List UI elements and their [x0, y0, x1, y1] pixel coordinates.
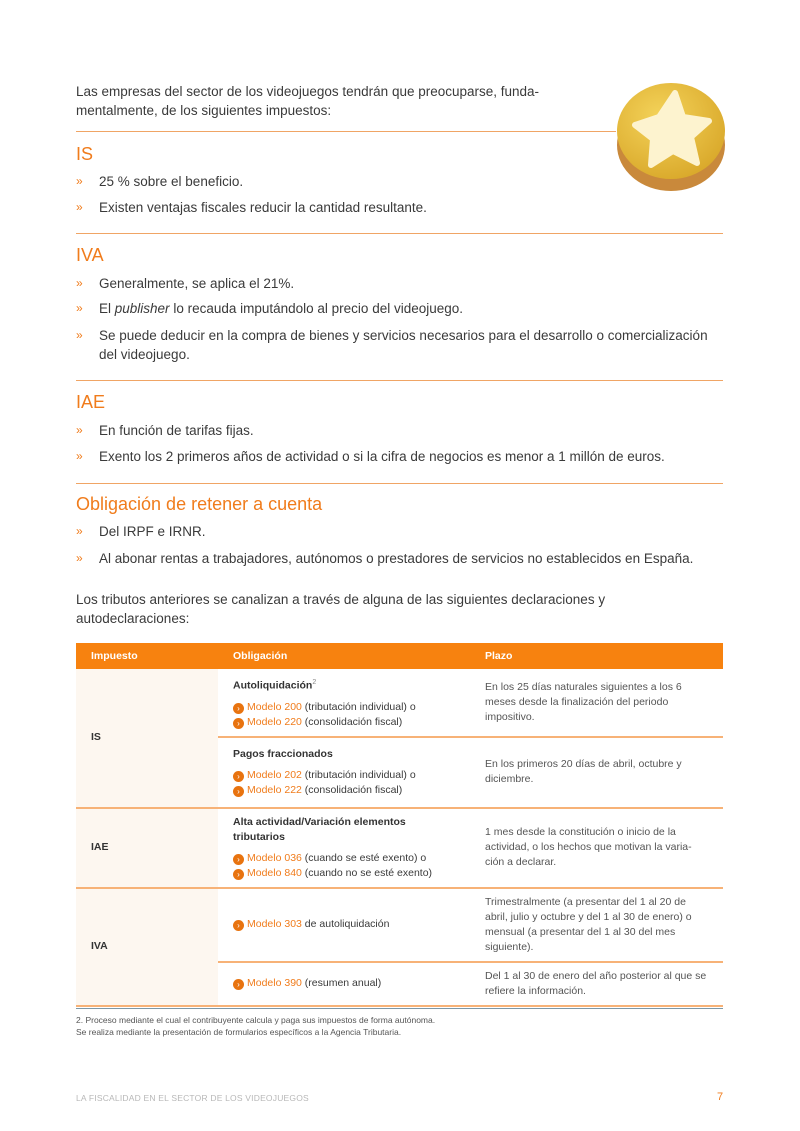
list-item	[76, 326, 726, 364]
model-link[interactable]: Modelo 303	[247, 918, 302, 930]
cell-impuesto: IAE	[76, 808, 218, 888]
item-text: 25 % sobre el beneficio.	[99, 174, 244, 189]
model-desc: (consolidación fiscal)	[301, 715, 403, 728]
divider	[76, 131, 616, 132]
footnote-divider	[76, 1008, 723, 1009]
cell-impuesto: IS	[76, 669, 218, 808]
bullet-icon: »	[76, 328, 83, 342]
item-text: Generalmente, se aplica el 21%.	[99, 276, 295, 291]
model-desc: (tributación individual) o	[301, 768, 416, 781]
section-title-retencion: Obligación de retener a cuenta	[76, 494, 323, 514]
cell-obligacion	[218, 737, 470, 808]
item-text: Se puede deducir en la compra de bienes y servicios necesarios para el desarrollo o comercialización del videojuego.	[99, 328, 708, 362]
cell-obligacion	[218, 888, 470, 962]
bullet-icon: »	[76, 301, 83, 315]
chevron-right-icon: ›	[233, 979, 244, 990]
list-item	[76, 522, 726, 541]
cell-plazo: 1 mes desde la constitución o inicio de la actividad, o los hechos que motivan la varia-ción a declarar.	[470, 808, 723, 888]
model-link[interactable]: Modelo 390	[247, 977, 302, 989]
header-plazo: Plazo	[470, 643, 723, 669]
section-title-is: IS	[76, 144, 94, 164]
bullet-icon: »	[76, 524, 83, 538]
list-item	[76, 447, 726, 466]
cell-plazo: Del 1 al 30 de enero del año posterior al que se refiere la información.	[470, 962, 723, 1006]
chevron-right-icon: ›	[233, 786, 244, 797]
table-row	[76, 888, 723, 962]
item-text: El	[99, 301, 115, 316]
cell-impuesto: IVA	[76, 888, 218, 1006]
chevron-right-icon: ›	[233, 920, 244, 931]
model-desc: (cuando no se esté exento)	[301, 866, 433, 879]
bullet-icon: »	[76, 174, 83, 188]
cell-obligacion	[218, 808, 470, 888]
model-desc: (cuando se esté exento) o	[301, 851, 427, 864]
footnote-ref: 2	[312, 679, 317, 686]
item-emphasis: publisher	[114, 301, 170, 316]
footnote-line: Se realiza mediante la presentación de formularios específicos a la Agencia Tributaria.	[76, 1026, 402, 1037]
bullet-icon: »	[76, 423, 83, 437]
cell-plazo: En los 25 días naturales siguientes a los 6 meses desde la finalización del periodo impositivo.	[470, 669, 723, 737]
model-link[interactable]: Modelo 220	[247, 715, 302, 728]
bullet-icon: »	[76, 276, 83, 290]
model-desc: (resumen anual)	[301, 977, 382, 989]
divider	[76, 233, 723, 234]
bullet-icon: »	[76, 200, 83, 214]
list-item	[76, 172, 726, 191]
item-text: lo recauda imputándolo al precio del videojuego.	[169, 301, 464, 316]
list-item	[76, 198, 726, 217]
model-link[interactable]: Modelo 200	[247, 700, 302, 713]
list-item	[76, 274, 726, 293]
divider	[76, 380, 723, 381]
item-text: Exento los 2 primeros años de actividad o si la cifra de negocios es menor a 1 millón de euros.	[99, 449, 665, 464]
bullet-icon: »	[76, 449, 83, 463]
model-desc: (consolidación fiscal)	[301, 783, 403, 796]
model-desc: (tributación individual) o	[301, 700, 416, 713]
divider	[76, 483, 723, 484]
header-impuesto: Impuesto	[76, 643, 218, 669]
bullet-icon: »	[76, 551, 83, 565]
section-title-iae: IAE	[76, 392, 106, 412]
paragraph: Los tributos anteriores se canalizan a través de alguna de las siguientes declaraciones y autodeclaraciones:	[76, 592, 606, 626]
model-link[interactable]: Modelo 840	[247, 866, 302, 879]
model-link[interactable]: Modelo 202	[247, 768, 302, 781]
header-obligacion: Obligación	[218, 643, 470, 669]
chevron-right-icon: ›	[233, 771, 244, 782]
table-header-row	[76, 643, 723, 669]
list-item	[76, 421, 726, 440]
list-item	[76, 549, 726, 568]
table-row	[76, 808, 723, 888]
item-text: Del IRPF e IRNR.	[99, 524, 206, 539]
page-number: 7	[717, 1091, 724, 1103]
footnote-line: 2. Proceso mediante el cual el contribuyente calcula y paga sus impuestos de forma autónoma.	[76, 1015, 436, 1025]
cell-plazo: En los primeros 20 días de abril, octubre y diciembre.	[470, 737, 723, 808]
chevron-right-icon: ›	[233, 703, 244, 714]
table-row	[76, 669, 723, 737]
model-desc: de autoliquidación	[301, 918, 390, 930]
chevron-right-icon: ›	[233, 718, 244, 729]
cell-obligacion	[218, 962, 470, 1006]
intro-line: Las empresas del sector de los videojuegos tendrán que preocuparse, funda-	[76, 84, 540, 99]
intro-line: mentalmente, de los siguientes impuestos:	[76, 103, 332, 118]
footnote	[76, 1015, 435, 1038]
footer-title: LA FISCALIDAD EN EL SECTOR DE LOS VIDEOJUEGOS	[76, 1093, 309, 1103]
obligation-title: Autoliquidación	[233, 679, 313, 692]
item-text: Al abonar rentas a trabajadores, autónomos o prestadores de servicios no establecidos en España.	[99, 551, 694, 566]
intro-text	[76, 82, 566, 120]
cell-obligacion	[218, 669, 470, 737]
model-link[interactable]: Modelo 036	[247, 851, 302, 864]
item-text: Existen ventajas fiscales reducir la cantidad resultante.	[99, 200, 427, 215]
model-link[interactable]: Modelo 222	[247, 783, 302, 796]
chevron-right-icon: ›	[233, 869, 244, 880]
section-title-iva: IVA	[76, 245, 104, 265]
tax-table	[76, 643, 723, 1007]
obligation-title: Pagos fraccionados	[233, 747, 333, 760]
chevron-right-icon: ›	[233, 854, 244, 865]
cell-plazo: Trimestralmente (a presentar del 1 al 20 de abril, julio y octubre y del 1 al 30 de enero) o mensual (a presentar del 1 al 30 del mes siguiente).	[470, 888, 723, 962]
obligation-title: Alta actividad/Variación elementos tributarios	[233, 815, 406, 843]
list-item	[76, 299, 726, 318]
item-text: En función de tarifas fijas.	[99, 423, 254, 438]
